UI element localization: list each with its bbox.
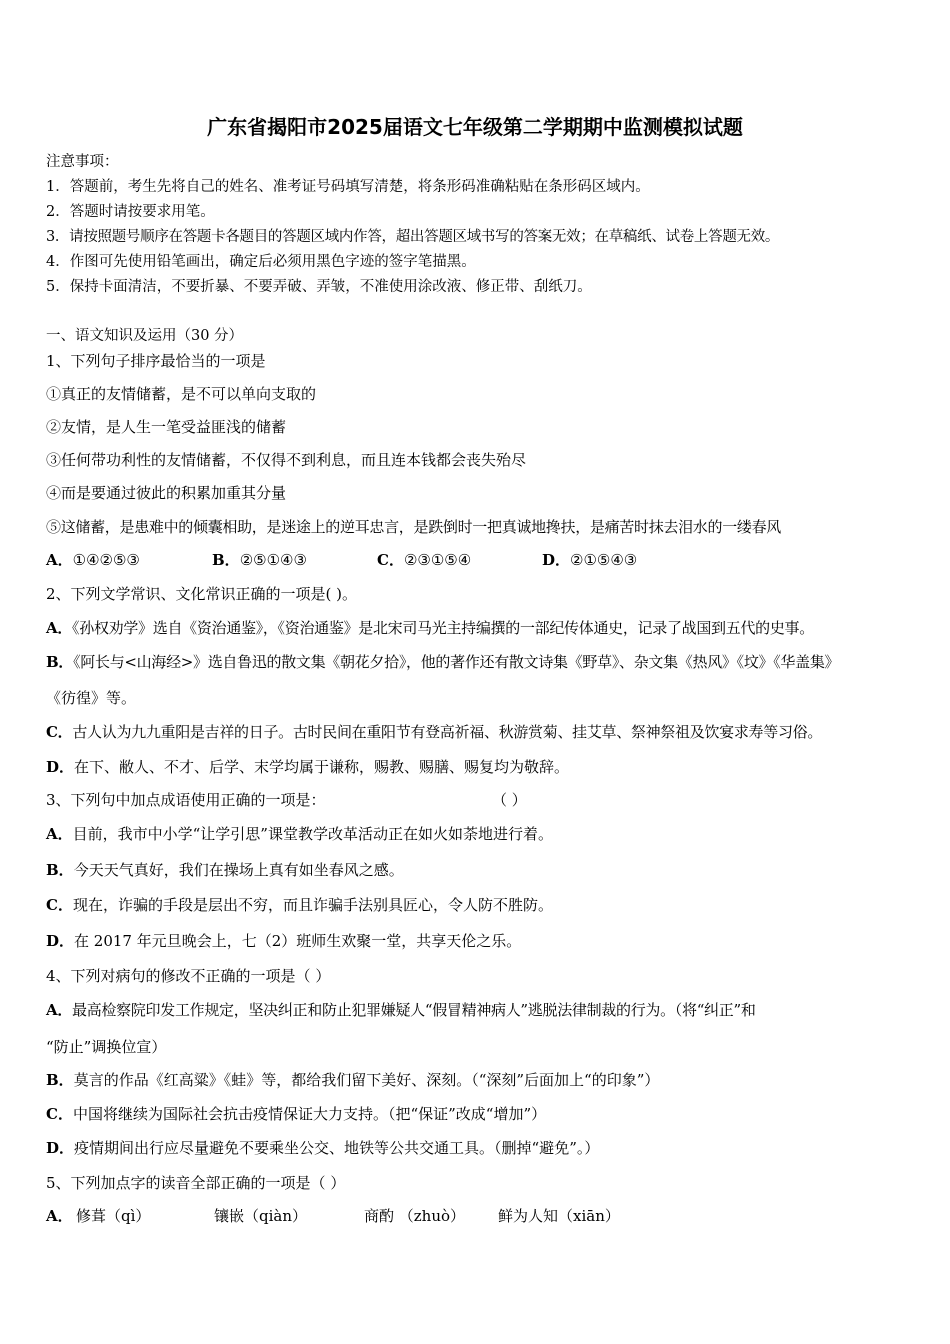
- notice-item: 4．作图可先使用铅笔画出，确定后必须用黑色字迹的签字笔描黑。: [46, 254, 476, 270]
- notice-heading: 注意事项：: [46, 154, 119, 170]
- option-b-continued: 《彷徨》等。: [46, 689, 137, 707]
- option-a-continued: “防止”调换位宣）: [46, 1038, 167, 1056]
- answer-bracket: （ ）: [492, 791, 527, 809]
- question-stem: 3、下列句中加点成语使用正确的一项是：: [46, 791, 326, 809]
- section-heading: 一、语文知识及运用（30 分）: [46, 328, 244, 344]
- pinyin-item: 镶嵌（qiàn）: [214, 1207, 308, 1225]
- option-c[interactable]: C．中国将继续为国际社会抗击疫情保证大力支持。（把“保证”改成“增加”）: [46, 1105, 547, 1123]
- sentence-item: ③任何带功利性的友情储蓄，不仅得不到利息，而且连本钱都会丧失殆尽: [46, 451, 527, 469]
- option-d[interactable]: D．疫情期间出行应尽量避免不要乘坐公交、地铁等公共交通工具。（删掉“避免”。）: [46, 1139, 600, 1157]
- sentence-item: ⑤这储蓄，是患难中的倾囊相助，是迷途上的逆耳忠言，是跌倒时一把真诚地搀扶，是痛苦时抹去泪水的一缕春风: [46, 518, 782, 536]
- notice-item: 3．请按照题号顺序在答题卡各题目的答题区域内作答，超出答题区域书写的答案无效；在草稿纸、试卷上答题无效。: [46, 229, 780, 245]
- option-a[interactable]: A．最高检察院印发工作规定，坚决纠正和防止犯罪嫌疑人“假冒精神病人”逃脱法律制裁的行为。（将“纠正”和: [46, 1001, 756, 1019]
- q5-option-a[interactable]: [46, 1206, 906, 1226]
- option-d[interactable]: D．在 2017 年元旦晚会上，七（2）班师生欢聚一堂，共享天伦之乐。: [46, 932, 522, 950]
- option-a[interactable]: A．《孙权劝学》选自《资治通鉴》，《资治通鉴》是北宋司马光主持编撰的一部纪传体通史，记录了战国到五代的史事。: [46, 619, 814, 637]
- question-stem: 4、下列对病句的修改不正确的一项是（ ）: [46, 967, 331, 985]
- pinyin-item: 商酌 （zhuò）: [364, 1207, 466, 1225]
- option-a[interactable]: A．①④②⑤③: [46, 551, 140, 569]
- notice-item: 2．答题时请按要求用笔。: [46, 204, 215, 220]
- option-c[interactable]: C．②③①⑤④: [377, 551, 472, 569]
- option-d[interactable]: D．在下、敝人、不才、后学、末学均属于谦称，赐教、赐膳、赐复均为敬辞。: [46, 758, 570, 776]
- option-c[interactable]: C．古人认为九九重阳是吉祥的日子。古时民间在重阳节有登高祈福、秋游赏菊、挂艾草、祭神祭祖及饮宴求寿等习俗。: [46, 723, 823, 741]
- sentence-item: ②友情，是人生一笔受益匪浅的储蓄: [46, 418, 287, 436]
- option-b[interactable]: B．《阿长与<山海经>》选自鲁迅的散文集《朝花夕拾》，他的著作还有散文诗集《野草》、杂文集《热风》《坟》《华盖集》: [46, 653, 840, 671]
- option-a-label: A．: [46, 1207, 73, 1225]
- option-b[interactable]: B．莫言的作品《红高粱》《蛙》等，都给我们留下美好、深刻。（“深刻”后面加上“的印象”）: [46, 1071, 660, 1089]
- pinyin-item: 修葺（qì）: [76, 1207, 151, 1225]
- option-d[interactable]: D．②①⑤④③: [542, 551, 638, 569]
- question-stem: 2、下列文学常识、文化常识正确的一项是( )。: [46, 585, 358, 603]
- sentence-item: ①真正的友情储蓄，是不可以单向支取的: [46, 385, 317, 403]
- pinyin-item: 鲜为人知（xiān）: [498, 1207, 620, 1225]
- option-c[interactable]: C．现在，诈骗的手段是层出不穷，而且诈骗手法别具匠心，令人防不胜防。: [46, 896, 553, 914]
- option-b[interactable]: B．②⑤①④③: [212, 551, 307, 569]
- option-b[interactable]: B．今天天气真好，我们在操场上真有如坐春风之感。: [46, 861, 404, 879]
- option-a[interactable]: A．目前，我市中小学“让学引思”课堂教学改革活动正在如火如荼地进行着。: [46, 825, 553, 843]
- sentence-item: ④而是要通过彼此的积累加重其分量: [46, 484, 287, 502]
- q1-options: [46, 550, 906, 570]
- page-title: 广东省揭阳市2025届语文七年级第二学期期中监测模拟试题: [207, 115, 743, 139]
- question-stem: 5、下列加点字的读音全部正确的一项是（ ）: [46, 1174, 346, 1192]
- notice-item: 5．保持卡面清洁，不要折暴、不要弄破、弄皱，不准使用涂改液、修正带、刮纸刀。: [46, 279, 592, 295]
- question-stem: 1、下列句子排序最恰当的一项是: [46, 352, 266, 370]
- notice-item: 1．答题前，考生先将自己的姓名、准考证号码填写清楚，将条形码准确粘贴在条形码区域内。: [46, 179, 650, 195]
